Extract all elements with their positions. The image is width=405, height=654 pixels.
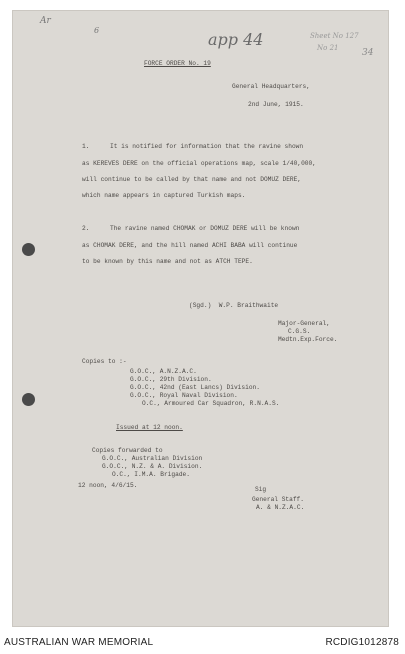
copies-item: G.O.C., A.N.Z.A.C. [130, 368, 197, 375]
paragraph-1-line: as KEREVES DERE on the official operations map, scale 1/40,000, [82, 160, 316, 167]
closing-signature: Sig [255, 486, 267, 493]
document-page [12, 10, 389, 627]
signature-rank: Major-General, [278, 320, 330, 327]
issued-time: Issued at 12 noon. [116, 424, 183, 431]
folio-number: 34 [362, 48, 374, 58]
signature-force: Medtn.Exp.Force. [278, 336, 338, 343]
closing-unit: A. & N.Z.A.C. [256, 504, 305, 511]
forwarded-heading: Copies forwarded to [92, 447, 163, 454]
headquarters-line: General Headquarters, [232, 83, 310, 90]
sheet-reference: Sheet No 127 [310, 32, 359, 40]
copies-item: G.O.C., 42nd (East Lancs) Division. [130, 384, 260, 391]
paragraph-2-line: to be known by this name and not as ATCH TEPE. [82, 258, 253, 265]
paragraph-1-line: which name appears in captured Turkish maps. [82, 192, 246, 199]
paragraph-1-number: 1. [82, 143, 90, 150]
footer-record-id: RCDIG1012878 [325, 637, 399, 648]
forwarded-item: G.O.C., N.Z. & A. Division. [102, 463, 203, 470]
copies-item: G.O.C., 29th Division. [130, 376, 212, 383]
signature-appointment: C.G.S. [288, 328, 311, 335]
punch-hole-lower [22, 393, 35, 406]
forwarded-item: O.C., I.M.A. Brigade. [112, 471, 190, 478]
handwritten-mark: Ar [40, 16, 51, 26]
punch-hole-upper [22, 243, 35, 256]
paragraph-2-line: as CHOMAK DERE, and the hill named ACHI BABA will continue [82, 242, 298, 249]
order-date: 2nd June, 1915. [248, 101, 304, 108]
footer-institution: AUSTRALIAN WAR MEMORIAL [4, 637, 154, 648]
copies-item: O.C., Armoured Car Squadron, R.N.A.S. [142, 400, 280, 407]
appendix-label: app 44 [208, 30, 264, 49]
paragraph-2-number: 2. [82, 225, 90, 232]
handwritten-number: 6 [94, 26, 100, 35]
item-number: No 21 [317, 44, 339, 52]
forwarded-item: G.O.C., Australian Division [102, 455, 203, 462]
closing-time: 12 noon, 4/6/15. [78, 482, 138, 489]
closing-staff: General Staff. [252, 496, 304, 503]
copies-item: G.O.C., Royal Naval Division. [130, 392, 238, 399]
paragraph-1-line: will continue to be called by that name and not DOMUZ DERE, [82, 176, 302, 183]
paragraph-1-line: It is notified for information that the ravine shown [110, 143, 304, 150]
paragraph-2-line: The ravine named CHOMAK or DOMUZ DERE will be known [110, 225, 300, 232]
order-title: FORCE ORDER No. 19 [144, 60, 211, 67]
copies-heading: Copies to :- [82, 358, 127, 365]
signature-line: (Sgd.) W.P. Braithwaite [189, 302, 279, 309]
